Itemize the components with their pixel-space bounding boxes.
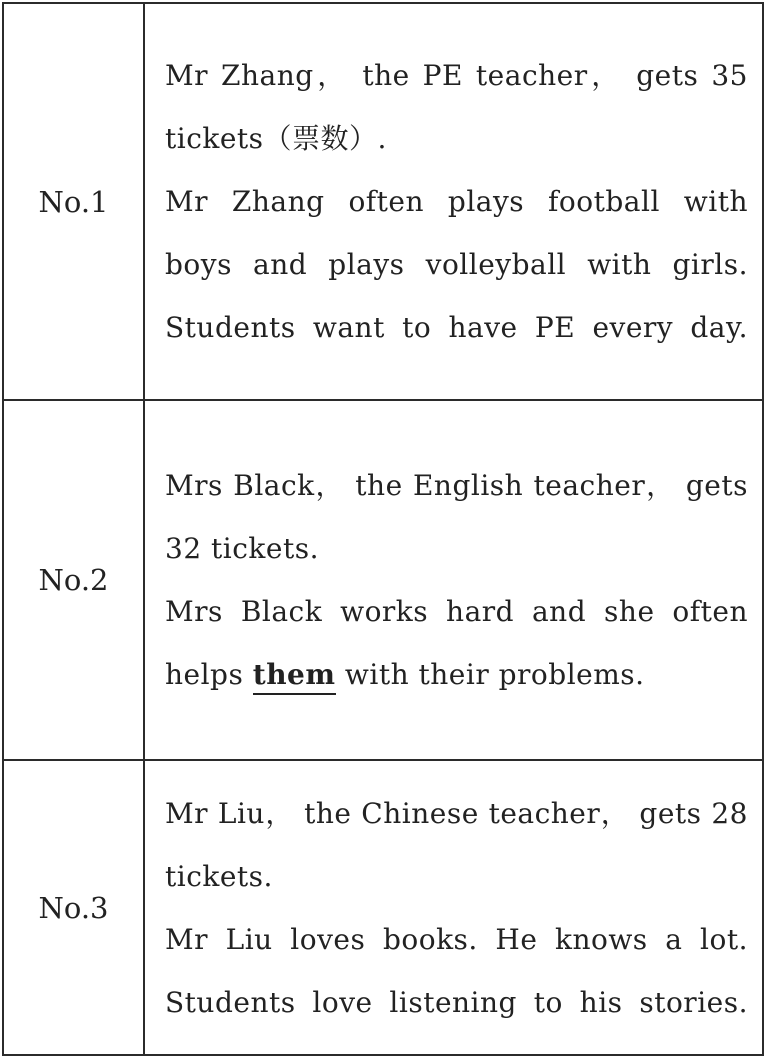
text-line: Students love listening to his stories. [165,985,748,1019]
text-line: Mr Liu， the Chinese teacher， gets 28 [165,796,748,830]
row-number: No.1 [4,4,145,399]
table-row [4,4,762,399]
row-content [145,4,762,399]
underlined-word: them [253,658,336,695]
text-line: Mrs Black works hard and she often [165,595,748,628]
text-line: Mr Zhang， the PE teacher， gets 35 [165,59,748,92]
text-line: tickets（票数）. [165,122,387,155]
row-content [145,401,762,759]
text-line: boys and plays volleyball with girls. [165,248,748,281]
table-row [4,399,762,759]
text-line: Mrs Black， the English teacher， gets [165,469,748,502]
text-before-underline: helps [165,658,253,691]
row-content [145,761,762,1054]
text-line: Mr Zhang often plays football with [165,185,748,218]
table-row [4,759,762,1054]
text-line: Mr Liu loves books. He knows a lot. [165,922,748,956]
text-line: tickets. [165,859,273,893]
text-after-underline: with their problems. [335,658,645,691]
row-number: No.3 [4,761,145,1054]
teacher-ticket-table [2,2,764,1056]
text-line: 32 tickets. [165,532,319,565]
row-number: No.2 [4,401,145,759]
text-line [165,643,748,706]
text-line: Students want to have PE every day. [165,311,748,344]
